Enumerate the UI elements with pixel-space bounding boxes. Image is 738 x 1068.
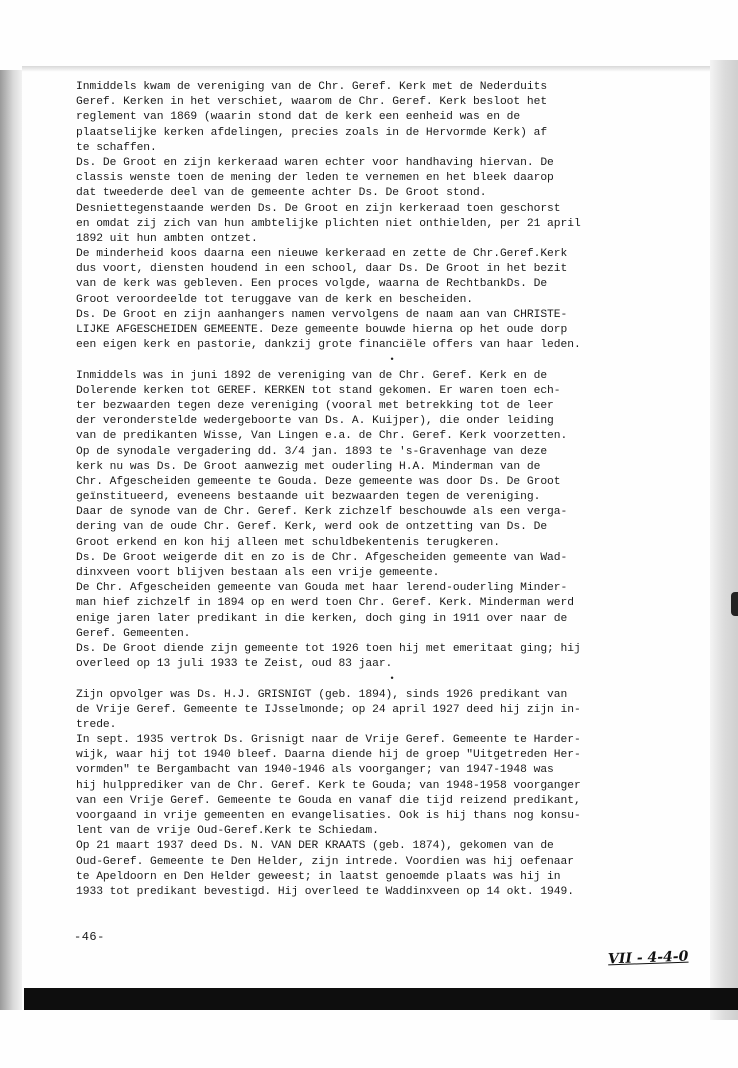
text-line: 1892 uit hun ambten ontzet. <box>76 232 258 245</box>
text-line: Geref. Gemeenten. <box>76 627 191 640</box>
text-line: Inmiddels was in juni 1892 de vereniging van de Chr. Geref. Kerk en de <box>76 369 548 382</box>
text-line: Geref. Kerken in het verschiet, waarom de Chr. Geref. Kerk besloot het <box>76 96 548 109</box>
text-line: 1933 tot predikant bevestigd. Hij overleed te Waddinxveen op 14 okt. 1949. <box>76 885 574 898</box>
text-line: vormden" te Bergambacht van 1940-1946 als voorganger; van 1947-1948 was <box>76 764 554 777</box>
text-line: overleed op 13 juli 1933 te Zeist, oud 83 jaar. <box>76 658 393 671</box>
text-line: Groot veroordeelde tot teruggave van de kerk en bescheiden. <box>76 293 474 306</box>
text-line: dinxveen voort blijven bestaan als een vrije gemeente. <box>76 567 440 579</box>
text-line: van de kerk was gebleven. Een proces volgde, waarna de RechtbankDs. De <box>76 278 548 291</box>
section-separator: • <box>389 355 395 366</box>
text-line: kerk nu was Ds. De Groot aanwezig met ouderling H.A. Minderman van de <box>76 460 541 473</box>
paragraph-2 <box>76 369 708 673</box>
text-line: der veronderstelde wedergeboorte van Ds. A. Kuijper), die onder leiding <box>76 415 554 428</box>
text-line: Ds. De Groot diende zijn gemeente tot 1926 toen hij met emeritaat ging; hij <box>76 642 581 655</box>
text-line: Oud-Geref. Gemeente te Den Helder, zijn intrede. Voordien was hij oefenaar <box>76 855 574 868</box>
text-line: De Chr. Afgescheiden gemeente van Gouda met haar lerend-ouderling Minder- <box>76 582 568 595</box>
binding-hole <box>731 592 738 616</box>
text-line: Ds. De Groot weigerde dit en zo is de Chr. Afgescheiden gemeente van Wad- <box>76 551 568 564</box>
text-line: een eigen kerk en pastorie, dankzij grote financiële offers van haar leden. <box>76 339 581 352</box>
text-line: In sept. 1935 vertrok Ds. Grisnigt naar de Vrije Geref. Gemeente te Harder- <box>76 734 581 747</box>
scan-border-bottom <box>24 988 738 1010</box>
page-number: -46- <box>74 930 105 944</box>
text-line: dat tweederde deel van de gemeente achter Ds. De Groot stond. <box>76 187 487 200</box>
text-line: te schaffen. <box>76 141 157 154</box>
text-line: Dolerende kerken tot GEREF. KERKEN tot stand gekomen. Er waren toen ech- <box>76 384 561 397</box>
text-line: hij hulpprediker van de Chr. Geref. Kerk te Gouda; van 1948-1958 voorganger <box>76 779 581 792</box>
text-line: voorgaand in vrije gemeenten en evangelisaties. Ook is hij thans nog konsu- <box>76 810 581 822</box>
text-line: dus voort, diensten houdend in een school, daar Ds. De Groot in het bezit <box>76 263 568 276</box>
typed-text <box>76 80 708 900</box>
text-line: de Vrije Geref. Gemeente te IJsselmonde; op 24 april 1927 deed hij zijn in- <box>76 703 581 716</box>
scan-shadow-right <box>710 60 738 1020</box>
text-line: Ds. De Groot en zijn kerkeraad waren echter voor handhaving hiervan. De <box>76 156 554 169</box>
text-line: Daar de synode van de Chr. Geref. Kerk zichzelf beschouwde als een verga- <box>76 506 568 519</box>
text-line: enige jaren later predikant in die kerken, doch ging in 1911 over naar de <box>76 612 568 625</box>
text-line: De minderheid koos daarna een nieuwe kerkeraad en zette de Chr.Geref.Kerk <box>76 248 568 261</box>
handwritten-archive-mark: VII - 4-4-0 <box>607 948 689 968</box>
scan-shadow-left <box>0 70 22 1010</box>
text-line: van de predikanten Wisse, Van Lingen e.a. de Chr. Geref. Kerk voorzetten. <box>76 430 568 443</box>
text-line: van een Vrije Geref. Gemeente te Gouda en vanaf die tijd reizend predikant, <box>76 794 581 807</box>
text-line: ter bezwaarden tegen deze vereniging (vooral met betrekking tot de leer <box>76 399 554 412</box>
text-line: man hief zichzelf in 1894 op en werd toen Chr. Geref. Kerk. Minderman werd <box>76 597 574 610</box>
text-line: Inmiddels kwam de vereniging van de Chr. Geref. Kerk met de Nederduits <box>76 81 548 93</box>
text-line: dering van de oude Chr. Geref. Kerk, werd ook de ontzetting van Ds. De <box>76 521 548 534</box>
text-line: Desniettegenstaande werden Ds. De Groot en zijn kerkeraad toen geschorst <box>76 202 561 215</box>
text-line: classis wenste toen de mening der leden te vernemen en het bleek daarop <box>76 172 554 185</box>
text-line: plaatselijke kerken afdelingen, precies zoals in de Hervormde Kerk) af <box>76 126 548 139</box>
paragraph-3 <box>76 688 708 901</box>
section-separator: • <box>389 674 395 685</box>
text-line: en omdat zij zich van hun ambtelijke plichten niet onthielden, per 21 april <box>76 217 581 230</box>
text-line: Ds. De Groot en zijn aanhangers namen vervolgens de naam aan van CHRISTE- <box>76 308 568 321</box>
text-line: geïnstitueerd, eveneens bestaande uit bezwaarden tegen de vereniging. <box>76 491 541 504</box>
text-line: reglement van 1869 (waarin stond dat de kerk een eenheid was en de <box>76 111 521 124</box>
text-line: Groot erkend en kon hij alleen met schuldbekentenis terugkeren. <box>76 536 500 549</box>
paragraph-1 <box>76 80 708 353</box>
text-line: Op 21 maart 1937 deed Ds. N. VAN DER KRAATS (geb. 1874), gekomen van de <box>76 840 554 853</box>
page-top-edge <box>22 66 712 72</box>
text-line: wijk, waar hij tot 1940 bleef. Daarna diende hij de groep "Uitgetreden Her- <box>76 749 581 762</box>
text-line: Op de synodale vergadering dd. 3/4 jan. 1893 te 's-Gravenhage van deze <box>76 445 548 458</box>
text-line: Chr. Afgescheiden gemeente te Gouda. Deze gemeente was door Ds. De Groot <box>76 475 561 488</box>
text-line: Zijn opvolger was Ds. H.J. GRISNIGT (geb. 1894), sinds 1926 predikant van <box>76 688 568 701</box>
text-line: trede. <box>76 718 117 731</box>
text-line: te Apeldoorn en Den Helder geweest; in laatst genoemde plaats was hij in <box>76 870 561 883</box>
text-line: LIJKE AFGESCHEIDEN GEMEENTE. Deze gemeente bouwde hierna op het oude dorp <box>76 324 568 336</box>
text-line: lent van de vrije Oud-Geref.Kerk te Schiedam. <box>76 825 379 838</box>
